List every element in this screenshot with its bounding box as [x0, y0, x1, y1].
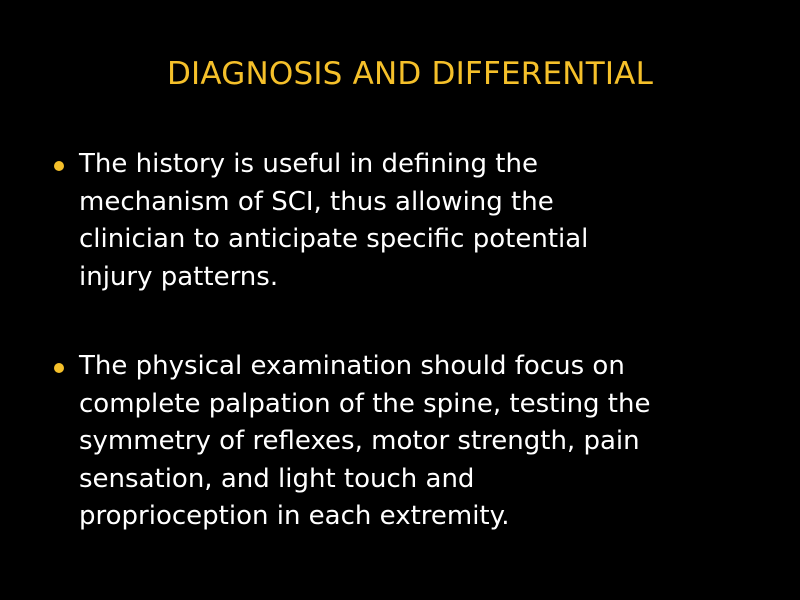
slide-title: DIAGNOSIS AND DIFFERENTIAL	[166, 56, 654, 92]
bullet-line: proprioception in each extremity.	[79, 501, 510, 531]
bullet-dot-icon	[54, 161, 64, 171]
bullet-line: The history is useful in defining the	[79, 149, 538, 179]
bullet-line: sensation, and light touch and	[79, 463, 475, 494]
bullet-line: complete palpation of the spine, testing the	[79, 388, 651, 419]
bullet-item-physical-exam	[50, 348, 780, 536]
bullet-line: The physical examination should focus on	[79, 351, 625, 381]
bullet-line: clinician to anticipate specific potential	[79, 224, 589, 254]
bullet-dot-icon	[54, 363, 64, 373]
bullet-line: mechanism of SCI, thus allowing the	[79, 186, 554, 217]
bullet-list	[50, 146, 780, 536]
bullet-line: symmetry of reflexes, motor strength, pain	[79, 426, 640, 456]
bullet-line: injury patterns.	[79, 261, 279, 292]
bullet-item-history	[50, 146, 780, 296]
